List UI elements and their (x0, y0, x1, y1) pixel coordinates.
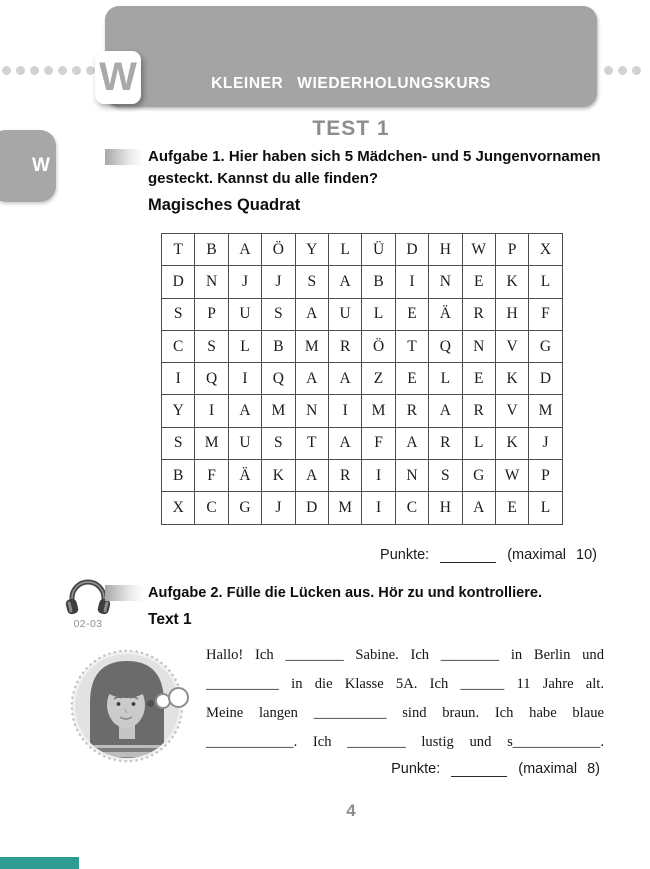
grid-cell: B (162, 460, 195, 492)
grid-cell: D (162, 266, 195, 298)
grid-cell: T (162, 234, 195, 266)
grid-cell: P (495, 234, 528, 266)
audio-track-number: 02-03 (73, 618, 103, 630)
grid-cell: D (529, 363, 562, 395)
grid-cell: N (295, 395, 328, 427)
grid-cell: G (228, 492, 261, 524)
grid-cell: Ä (429, 298, 462, 330)
grid-cell: Ü (362, 234, 395, 266)
grid-cell: I (395, 266, 428, 298)
points-label: Punkte: (391, 761, 441, 777)
grid-cell: E (462, 266, 495, 298)
grid-cell: A (328, 266, 361, 298)
chapter-letter-badge: W (95, 51, 141, 104)
grid-cell: S (262, 427, 295, 459)
grid-cell: K (495, 427, 528, 459)
grid-cell: E (495, 492, 528, 524)
grid-cell: M (295, 330, 328, 362)
chapter-title: KLEINER WIEDERHOLUNGSKURS (211, 75, 491, 92)
grid-cell: C (395, 492, 428, 524)
grid-cell: Y (162, 395, 195, 427)
grid-cell: I (328, 395, 361, 427)
grid-cell: W (462, 234, 495, 266)
grid-cell: N (195, 266, 228, 298)
text1-title: Text 1 (148, 611, 192, 628)
grid-cell: Ä (228, 460, 261, 492)
page-edge-tab-letter: W (32, 155, 50, 176)
grid-cell: I (362, 492, 395, 524)
grid-cell: P (195, 298, 228, 330)
grid-row (162, 298, 563, 330)
grid-cell: J (262, 266, 295, 298)
grid-cell: N (429, 266, 462, 298)
fill-line: Hallo! Ich ________ Sabine. Ich ________ in Berlin und (206, 647, 604, 663)
grid-cell: M (362, 395, 395, 427)
grid-cell: T (295, 427, 328, 459)
grid-cell: B (362, 266, 395, 298)
grid-cell: R (328, 460, 361, 492)
grid-cell: K (495, 363, 528, 395)
grid-row (162, 363, 563, 395)
decorative-dots-right (604, 66, 641, 75)
grid-row (162, 492, 563, 524)
points-row-task1 (380, 547, 597, 563)
letter-grid-body (162, 234, 563, 525)
grid-cell: E (462, 363, 495, 395)
grid-cell: B (195, 234, 228, 266)
grid-cell: M (195, 427, 228, 459)
grid-cell: Y (295, 234, 328, 266)
grid-cell: L (529, 266, 562, 298)
points-label: Punkte: (380, 547, 430, 563)
grid-cell: Ö (362, 330, 395, 362)
grid-cell: Q (195, 363, 228, 395)
grid-cell: A (429, 395, 462, 427)
page-edge-tab (0, 130, 56, 202)
task2-label: Aufgabe 2. Fülle die Lücken aus. Hör zu und kontrolliere. (148, 585, 543, 601)
points-max: (maximal 8) (518, 761, 600, 777)
grid-cell: R (462, 298, 495, 330)
grid-cell: S (162, 298, 195, 330)
grid-cell: Z (362, 363, 395, 395)
fill-line: ____________. Ich ________ lustig und s____________. (206, 734, 604, 750)
grid-cell: N (395, 460, 428, 492)
grid-cell: N (462, 330, 495, 362)
grid-cell: M (529, 395, 562, 427)
grid-cell: T (395, 330, 428, 362)
grid-cell: V (495, 395, 528, 427)
grid-cell: S (162, 427, 195, 459)
grid-cell: G (462, 460, 495, 492)
grid-cell: L (429, 363, 462, 395)
grid-cell: A (228, 395, 261, 427)
grid-cell: L (228, 330, 261, 362)
grid-row (162, 266, 563, 298)
grid-cell: A (295, 298, 328, 330)
points-blank (451, 761, 507, 777)
fill-line: Meine langen __________ sind braun. Ich habe blaue (206, 705, 604, 721)
grid-cell: E (395, 363, 428, 395)
chapter-header (105, 6, 597, 107)
thought-bubble-small (147, 700, 154, 707)
grid-row (162, 330, 563, 362)
task-marker-bar (105, 149, 143, 165)
grid-cell: X (529, 234, 562, 266)
fill-text (206, 641, 604, 757)
grid-cell: A (295, 363, 328, 395)
grid-cell: U (328, 298, 361, 330)
grid-cell: Ö (262, 234, 295, 266)
grid-row (162, 234, 563, 266)
grid-cell: Q (429, 330, 462, 362)
task1-label-line2: gesteckt. Kannst du alle finden? (148, 169, 379, 187)
grid-cell: R (395, 395, 428, 427)
grid-cell: E (395, 298, 428, 330)
grid-cell: C (162, 330, 195, 362)
grid-cell: I (195, 395, 228, 427)
grid-cell: S (262, 298, 295, 330)
points-row-task2 (391, 761, 600, 777)
grid-cell: F (362, 427, 395, 459)
decorative-dots-left (2, 66, 95, 75)
grid-cell: H (429, 234, 462, 266)
page-corner-accent (0, 857, 79, 869)
grid-cell: K (495, 266, 528, 298)
points-max: (maximal 10) (507, 547, 597, 563)
grid-cell: M (262, 395, 295, 427)
grid-cell: X (162, 492, 195, 524)
grid-cell: J (529, 427, 562, 459)
grid-cell: R (328, 330, 361, 362)
grid-row (162, 460, 563, 492)
grid-cell: A (395, 427, 428, 459)
grid-cell: A (328, 363, 361, 395)
grid-cell: L (362, 298, 395, 330)
task1-label (148, 146, 618, 189)
grid-cell: C (195, 492, 228, 524)
grid-cell: P (529, 460, 562, 492)
grid-cell: I (228, 363, 261, 395)
grid-cell: L (529, 492, 562, 524)
grid-cell: D (295, 492, 328, 524)
grid-cell: U (228, 298, 261, 330)
grid-cell: I (162, 363, 195, 395)
grid-cell: B (262, 330, 295, 362)
grid-cell: F (195, 460, 228, 492)
grid-cell: H (495, 298, 528, 330)
grid-cell: G (529, 330, 562, 362)
grid-cell: J (228, 266, 261, 298)
grid-cell: R (462, 395, 495, 427)
grid-cell: L (328, 234, 361, 266)
grid-cell: A (228, 234, 261, 266)
grid-cell: S (295, 266, 328, 298)
grid-row (162, 395, 563, 427)
fill-line: __________ in die Klasse 5A. Ich ______ 11 Jahre alt. (206, 676, 604, 692)
grid-cell: I (362, 460, 395, 492)
task1-label-line1: Aufgabe 1. Hier haben sich 5 Mädchen- und 5 Jungenvornamen (148, 148, 601, 165)
grid-cell: S (195, 330, 228, 362)
grid-row (162, 427, 563, 459)
grid-cell: F (529, 298, 562, 330)
grid-cell: D (395, 234, 428, 266)
grid-cell: S (429, 460, 462, 492)
grid-cell: J (262, 492, 295, 524)
task1-subtitle: Magisches Quadrat (148, 196, 301, 214)
test-title: TEST 1 (312, 117, 390, 140)
grid-cell: L (462, 427, 495, 459)
grid-cell: A (295, 460, 328, 492)
task-marker-bar (105, 585, 143, 601)
grid-cell: U (228, 427, 261, 459)
thought-bubble-large (168, 687, 189, 708)
letter-grid (161, 233, 563, 525)
points-blank (440, 547, 496, 563)
grid-cell: M (328, 492, 361, 524)
grid-cell: K (262, 460, 295, 492)
page-number: 4 (346, 801, 356, 820)
grid-cell: V (495, 330, 528, 362)
grid-cell: W (495, 460, 528, 492)
grid-cell: R (429, 427, 462, 459)
grid-cell: A (462, 492, 495, 524)
grid-cell: A (328, 427, 361, 459)
grid-cell: Q (262, 363, 295, 395)
grid-cell: H (429, 492, 462, 524)
